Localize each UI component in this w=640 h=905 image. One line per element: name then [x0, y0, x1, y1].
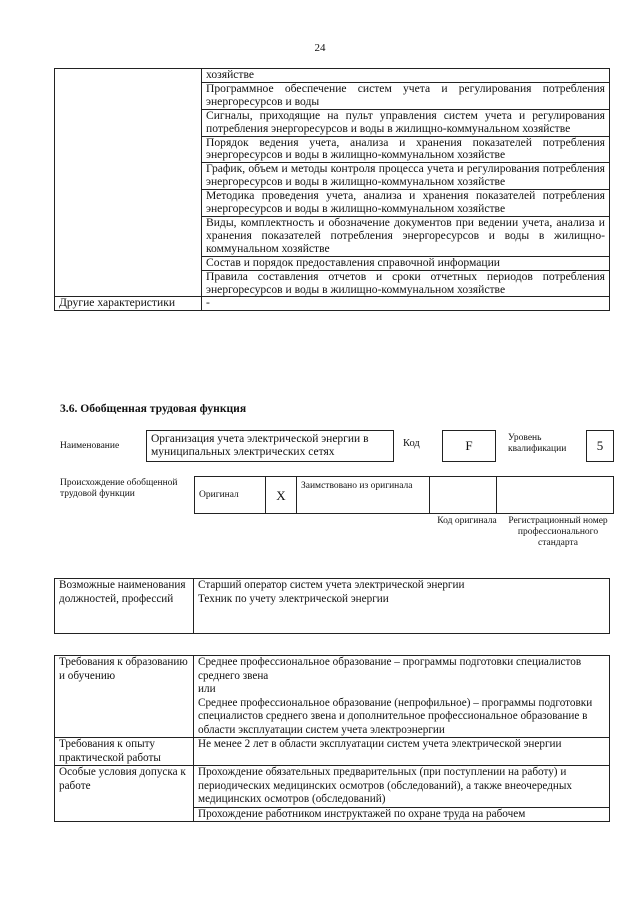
original-label: Оригинал — [195, 477, 266, 514]
table-row — [55, 69, 610, 83]
function-title: Организация учета электрической энергии в муниципальных электрических сетях — [146, 430, 394, 462]
table-cell-label: Требования к образованию и обучению — [55, 656, 194, 738]
table-cell-text: Порядок ведения учета, анализа и хранения показателей потребления энергоресурсов и воды в жилищно-коммунальном хозяйстве — [202, 136, 610, 163]
table-cell-label: Требования к опыту практической работы — [55, 738, 194, 766]
table-cell-text: Виды, комплектность и обозначение документов при ведении учета, анализа и хранения показателей потребления энергоресурсов и воды в жилищно-коммунальном хозяйстве — [202, 216, 610, 256]
table-cell-text: График, объем и методы контроля процесса учета и регулирования потребления энергоресурсов и воды в жилищно-коммунальном хозяйстве — [202, 163, 610, 190]
text-line: Среднее профессиональное образование (непрофильное) – программы подготовки специалистов среднего звена и дополнительное профессиональное образование в области эксплуатации систем учета электроэнергии — [198, 696, 593, 736]
job-title: Техник по учету электрической энергии — [198, 592, 389, 605]
origin-label: Происхождение обобщенной трудовой функции — [60, 478, 178, 499]
table-cell-text — [194, 656, 610, 738]
table-row — [55, 656, 610, 738]
code-value: F — [442, 430, 496, 462]
table-row — [55, 738, 610, 766]
text-line: Прохождение работником инструктажей по охране труда на рабочем — [198, 807, 526, 820]
text-line: Не менее 2 лет в области эксплуатации систем учета электрической энергии — [198, 738, 562, 750]
table-cell-text: Состав и порядок предоставления справочной информации — [202, 256, 610, 270]
table-row — [55, 579, 610, 634]
table-cell-label: Возможные наименования должностей, профессий — [55, 579, 194, 634]
level-value: 5 — [586, 430, 614, 462]
origin-table — [194, 476, 614, 514]
reg-caption: Регистрационный номер профессионального стандарта — [508, 516, 608, 548]
job-titles-table — [54, 578, 610, 634]
table-cell-label — [55, 69, 202, 297]
table-row — [195, 477, 614, 514]
table-cell-text: Программное обеспечение систем учета и регулирования потребления энергоресурсов и воды — [202, 82, 610, 109]
knowledge-table — [54, 68, 610, 311]
table-cell-text — [194, 738, 610, 766]
table-cell-text — [194, 766, 610, 808]
table-cell-text: Методика проведения учета, анализа и хранения показателей потребления энергоресурсов и воды в жилищно-коммунальном хозяйстве — [202, 190, 610, 217]
original-mark: X — [266, 477, 297, 514]
table-cell-text: Правила составления отчетов и сроки отчетных периодов потребления энергоресурсов и воды в жилищно-коммунальном хозяйстве — [202, 270, 610, 297]
text-line: Прохождение обязательных предварительных (при поступлении на работу) и периодических медицинских осмотров (обследований), а также внеочередных медицинских осмотров (обследований) — [198, 766, 573, 805]
borrowed-label: Заимствовано из оригинала — [297, 477, 430, 514]
table-cell-text — [194, 807, 610, 822]
table-cell-text: хозяйстве — [202, 69, 610, 83]
page-number: 24 — [314, 42, 326, 54]
naming-label: Наименование — [60, 441, 120, 451]
text-line: Среднее профессиональное образование – программы подготовки специалистов среднего звена — [198, 656, 582, 682]
section-heading: 3.6. Обобщенная трудовая функция — [60, 402, 247, 415]
code-caption: Код оригинала — [437, 516, 497, 526]
requirements-table — [54, 655, 610, 822]
code-label: Код — [403, 438, 420, 449]
text-line: или — [198, 683, 216, 695]
level-label: Уровень квалификации — [508, 433, 567, 454]
table-cell-text — [194, 579, 610, 634]
reg-number-cell — [497, 477, 614, 514]
table-cell-label: Особые условия допуска к работе — [55, 766, 194, 822]
table-cell-text: - — [202, 297, 610, 311]
table-row — [55, 766, 610, 808]
job-title: Старший оператор систем учета электрической энергии — [198, 579, 465, 591]
table-cell-text: Сигналы, приходящие на пульт управления систем учета и регулирования потребления энергоресурсов и воды в жилищно-коммунальном хозяйстве — [202, 109, 610, 136]
table-row — [55, 297, 610, 311]
original-code-cell — [430, 477, 497, 514]
table-cell-label: Другие характеристики — [55, 297, 202, 311]
